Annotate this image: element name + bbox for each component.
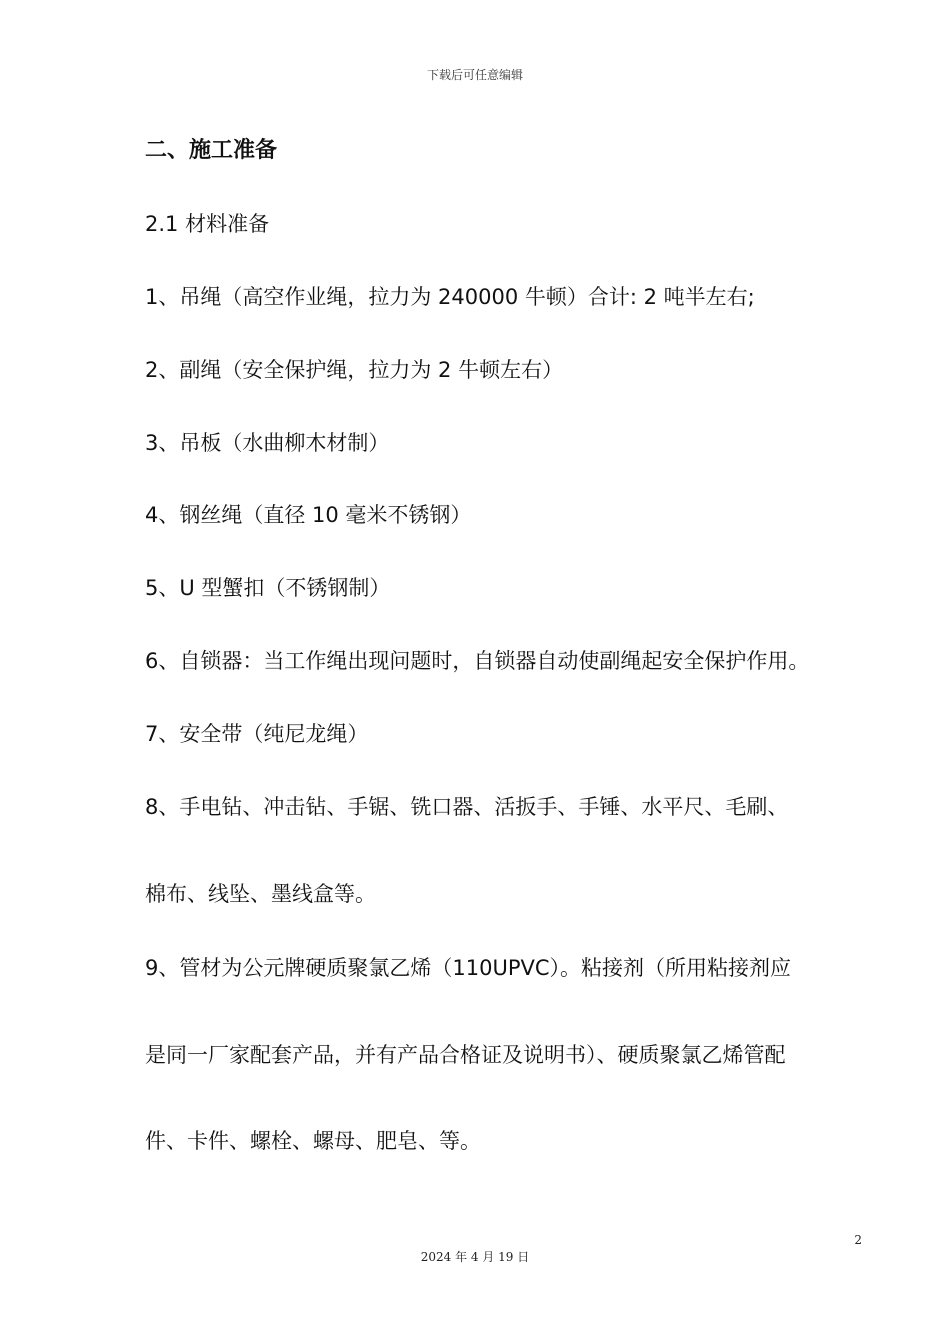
list-item-continuation: 棉布、线坠、墨线盒等。 [145,882,376,906]
list-item: 5、U 型蟹扣（不锈钢制） [145,576,391,600]
list-item: 4、钢丝绳（直径 10 毫米不锈钢） [145,503,472,527]
header-note: 下载后可任意编辑 [426,68,523,82]
section-subtitle: 2.1 材料准备 [145,212,270,236]
list-item: 3、吊板（水曲柳木材制） [145,431,390,455]
section-title: 二、施工准备 [145,138,278,163]
list-item: 8、手电钻、冲击钻、手锯、铣口器、活扳手、手锤、水平尺、毛刷、 [145,795,789,819]
page-number: 2 [854,1233,862,1247]
list-item: 6、自锁器：当工作绳出现问题时，自锁器自动使副绳起安全保护作用。 [145,649,810,673]
list-item-continuation: 是同一厂家配套产品，并有产品合格证及说明书）、硬质聚氯乙烯管配 [145,1043,786,1067]
list-item: 9、管材为公元牌硬质聚氯乙烯（110UPVC）。粘接剂（所用粘接剂应 [145,956,792,980]
list-item: 1、吊绳（高空作业绳，拉力为 240000 牛顿）合计: 2 吨半左右; [145,285,755,309]
list-item: 2、副绳（安全保护绳，拉力为 2 牛顿左右） [145,358,564,382]
list-item: 7、安全带（纯尼龙绳） [145,722,369,746]
footer-date: 2024 年 4 月 19 日 [420,1250,530,1264]
list-item-continuation: 件、卡件、螺栓、螺母、肥皂、等。 [145,1129,481,1153]
